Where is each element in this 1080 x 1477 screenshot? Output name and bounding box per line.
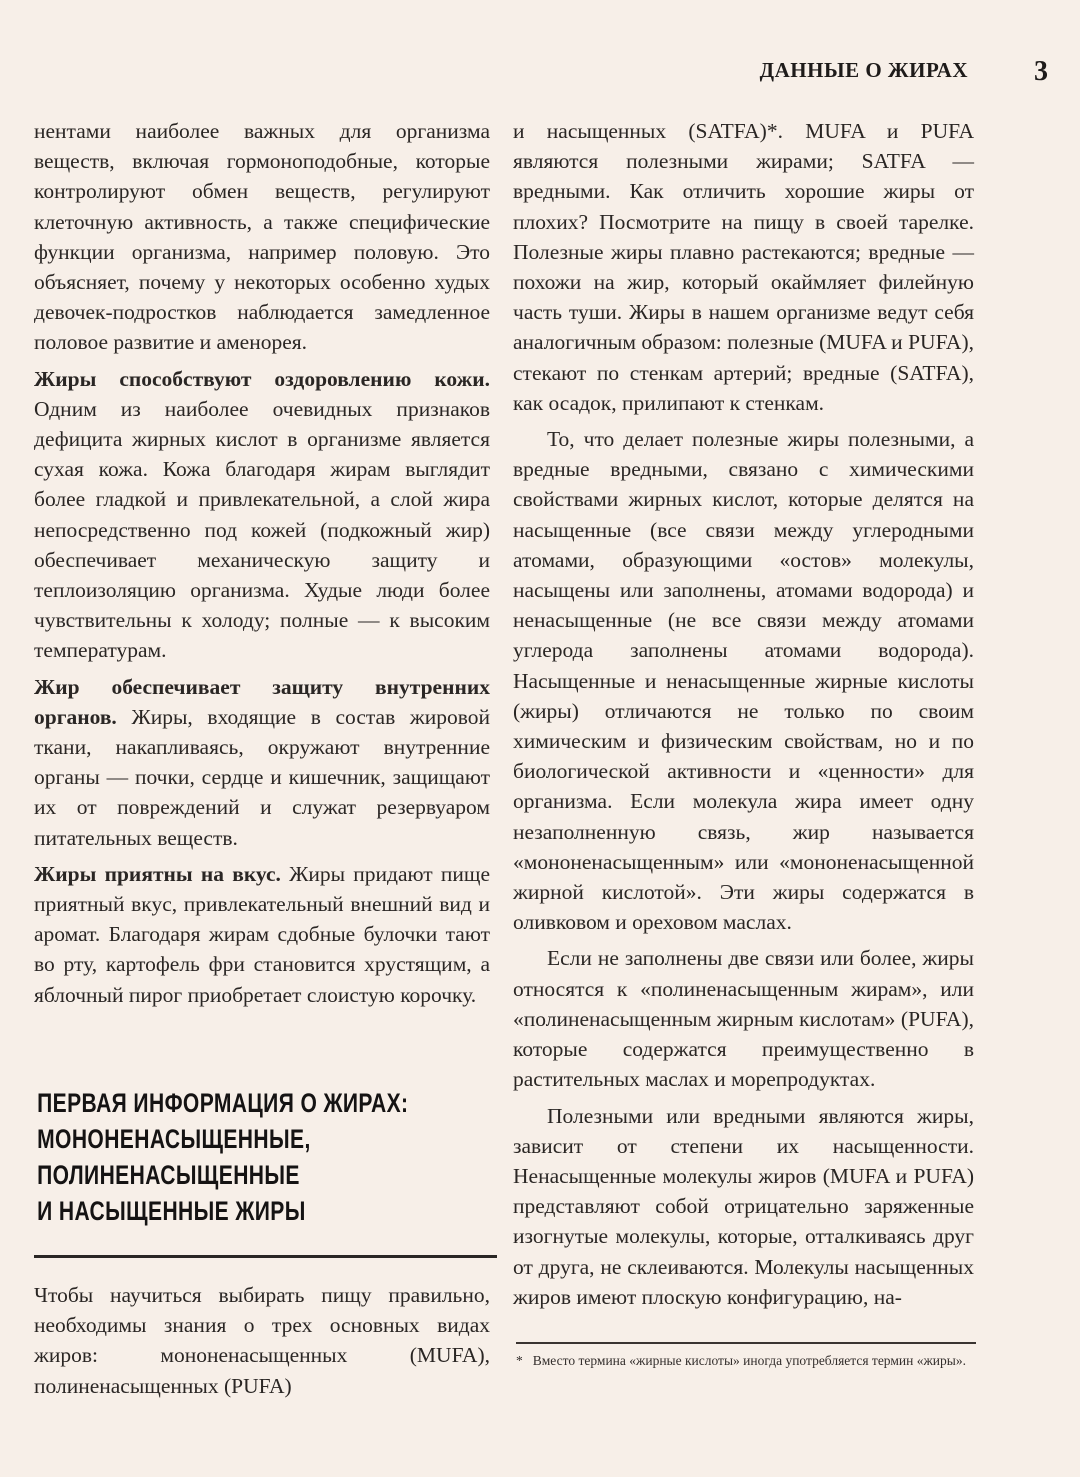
footnote-text: Вместо термина «жирные кислоты» иногда употребляется термин «жиры». (532, 1353, 966, 1368)
section-title-line: ПЕРВАЯ ИНФОРМАЦИЯ О ЖИРАХ: (37, 1088, 409, 1118)
paragraph-skin (34, 364, 490, 666)
footnote (516, 1352, 972, 1370)
section-fats-intro (34, 1085, 497, 1401)
paragraph-saturation: Полезными или вредными являются жиры, зависит от степени их насыщенности. Ненасыщенные молекулы жиров (MUFA и PUFA) представляют собой отрицательно заряженные изогнутые молекулы, которые, отталкиваясь друг от друга, не склеиваются. Молекулы насыщенных жиров имеют плоскую конфигурацию, на- (513, 1103, 974, 1309)
left-column (34, 116, 490, 1010)
paragraph-taste-body: Жиры придают пище приятный вкус, привлекательный внешний вид и аромат. Благодаря жирам сдобные булочки тают во рту, картофель фри становится хрустящим, а яблочный пирог приобретает слоистую корочку. (34, 861, 491, 1007)
section-title (34, 1085, 505, 1243)
footnote-mark: * (516, 1353, 523, 1368)
paragraph-skin-body: Одним из наиболее очевидных признаков дефицита жирных кислот в организме является сухая кожа. Кожа благодаря жирам выглядит более гладкой и привлекательной, а слой жира непосредственно под кожей (подкожный жир) обеспечивает механическую защиту и теплоизоляцию организма. Худые люди более чувствительны к холоду; полные — к высоким температурам. (34, 396, 490, 663)
section-title-line: И НАСЫЩЕННЫЕ ЖИРЫ (37, 1196, 306, 1226)
paragraph-satfa: и насыщенных (SATFA)*. MUFA и PUFA являются полезными жирами; SATFA — вредными. Как отличить хорошие жиры от плохих? Посмотрите на пищу в своей тарелке. Полезные жиры плавно растекаются; вредные — похожи на жир, который окаймляет филейную часть туши. Жиры в нашем организме ведут себя аналогичным образом: полезные (MUFA и PUFA), стекают по стенкам артерий; вредные (SATFA), как осадок, прилипают к стенкам. (513, 119, 974, 415)
footnote-divider (516, 1342, 976, 1344)
running-title: ДАННЫЕ О ЖИРАХ (759, 58, 968, 82)
paragraph-chemistry: То, что делает полезные жиры полезными, а вредные вредными, связано с химическими свойствами жирных кислот, которые делятся на насыщенные (все связи между углеродными атомами, образующими «остов» молекулы, насыщены или заполнены, атомами водорода) и ненасыщенные (не все связи между атомами углерода заполнены атомами водорода). Насыщенные и ненасыщенные жирные кислоты (жиры) отличаются не только по своим химическим и физическим свойствам, но и по биологической активности и «ценности» для организма. Если молекула жира имеет одну незаполненную связь, жир называется «мононенасыщенным» или «мононенасыщенной жирной кислотой». Эти жиры содержатся в оливковом и ореховом маслах. (513, 427, 974, 935)
section-title-line: ПОЛИНЕНАСЫЩЕННЫЕ (37, 1160, 300, 1190)
paragraph-continuation: нентами наиболее важных для организма веществ, включая гормоноподобные, которые контролируют обмен веществ, регулируют клеточную активность, а также специфические функции организма, например половую. Это объясняет, почему у некоторых особенно худых девочек-подростков наблюдается замедленное половое развитие и аменорея. (34, 119, 490, 355)
paragraph-skin-heading: Жиры способствуют оздоровлению кожи. (34, 366, 490, 391)
paragraph-organs-heading: Жир обеспечивает защиту внутренних органов. (34, 674, 490, 729)
paragraph-taste-heading: Жиры приятны на вкус. (34, 861, 281, 886)
right-column (513, 116, 974, 1312)
section-divider (34, 1255, 497, 1258)
section-body-text: Чтобы научиться выбирать пищу правильно, необходимы знания о трех основных видах жиров: мононенасыщенных (MUFA), полиненасыщенных (PUFA) (34, 1283, 490, 1398)
paragraph-organs-body: Жиры, входящие в состав жировой ткани, накапливаясь, окружают внутренние органы — почки, сердце и кишечник, защищают их от повреждений и служат резервуаром питательных веществ. (34, 704, 490, 850)
section-title-line: МОНОНЕНАСЫЩЕННЫЕ, (37, 1124, 311, 1154)
paragraph-taste (34, 859, 490, 1010)
paragraph-organs (34, 672, 490, 853)
page-number: 3 (1034, 56, 1048, 87)
paragraph-pufa: Если не заполнены две связи или более, жиры относятся к «полиненасыщенным жирам», или «полиненасыщенным жирным кислотам» (PUFA), которые содержатся преимущественно в растительных маслах и морепродуктах. (513, 946, 974, 1092)
